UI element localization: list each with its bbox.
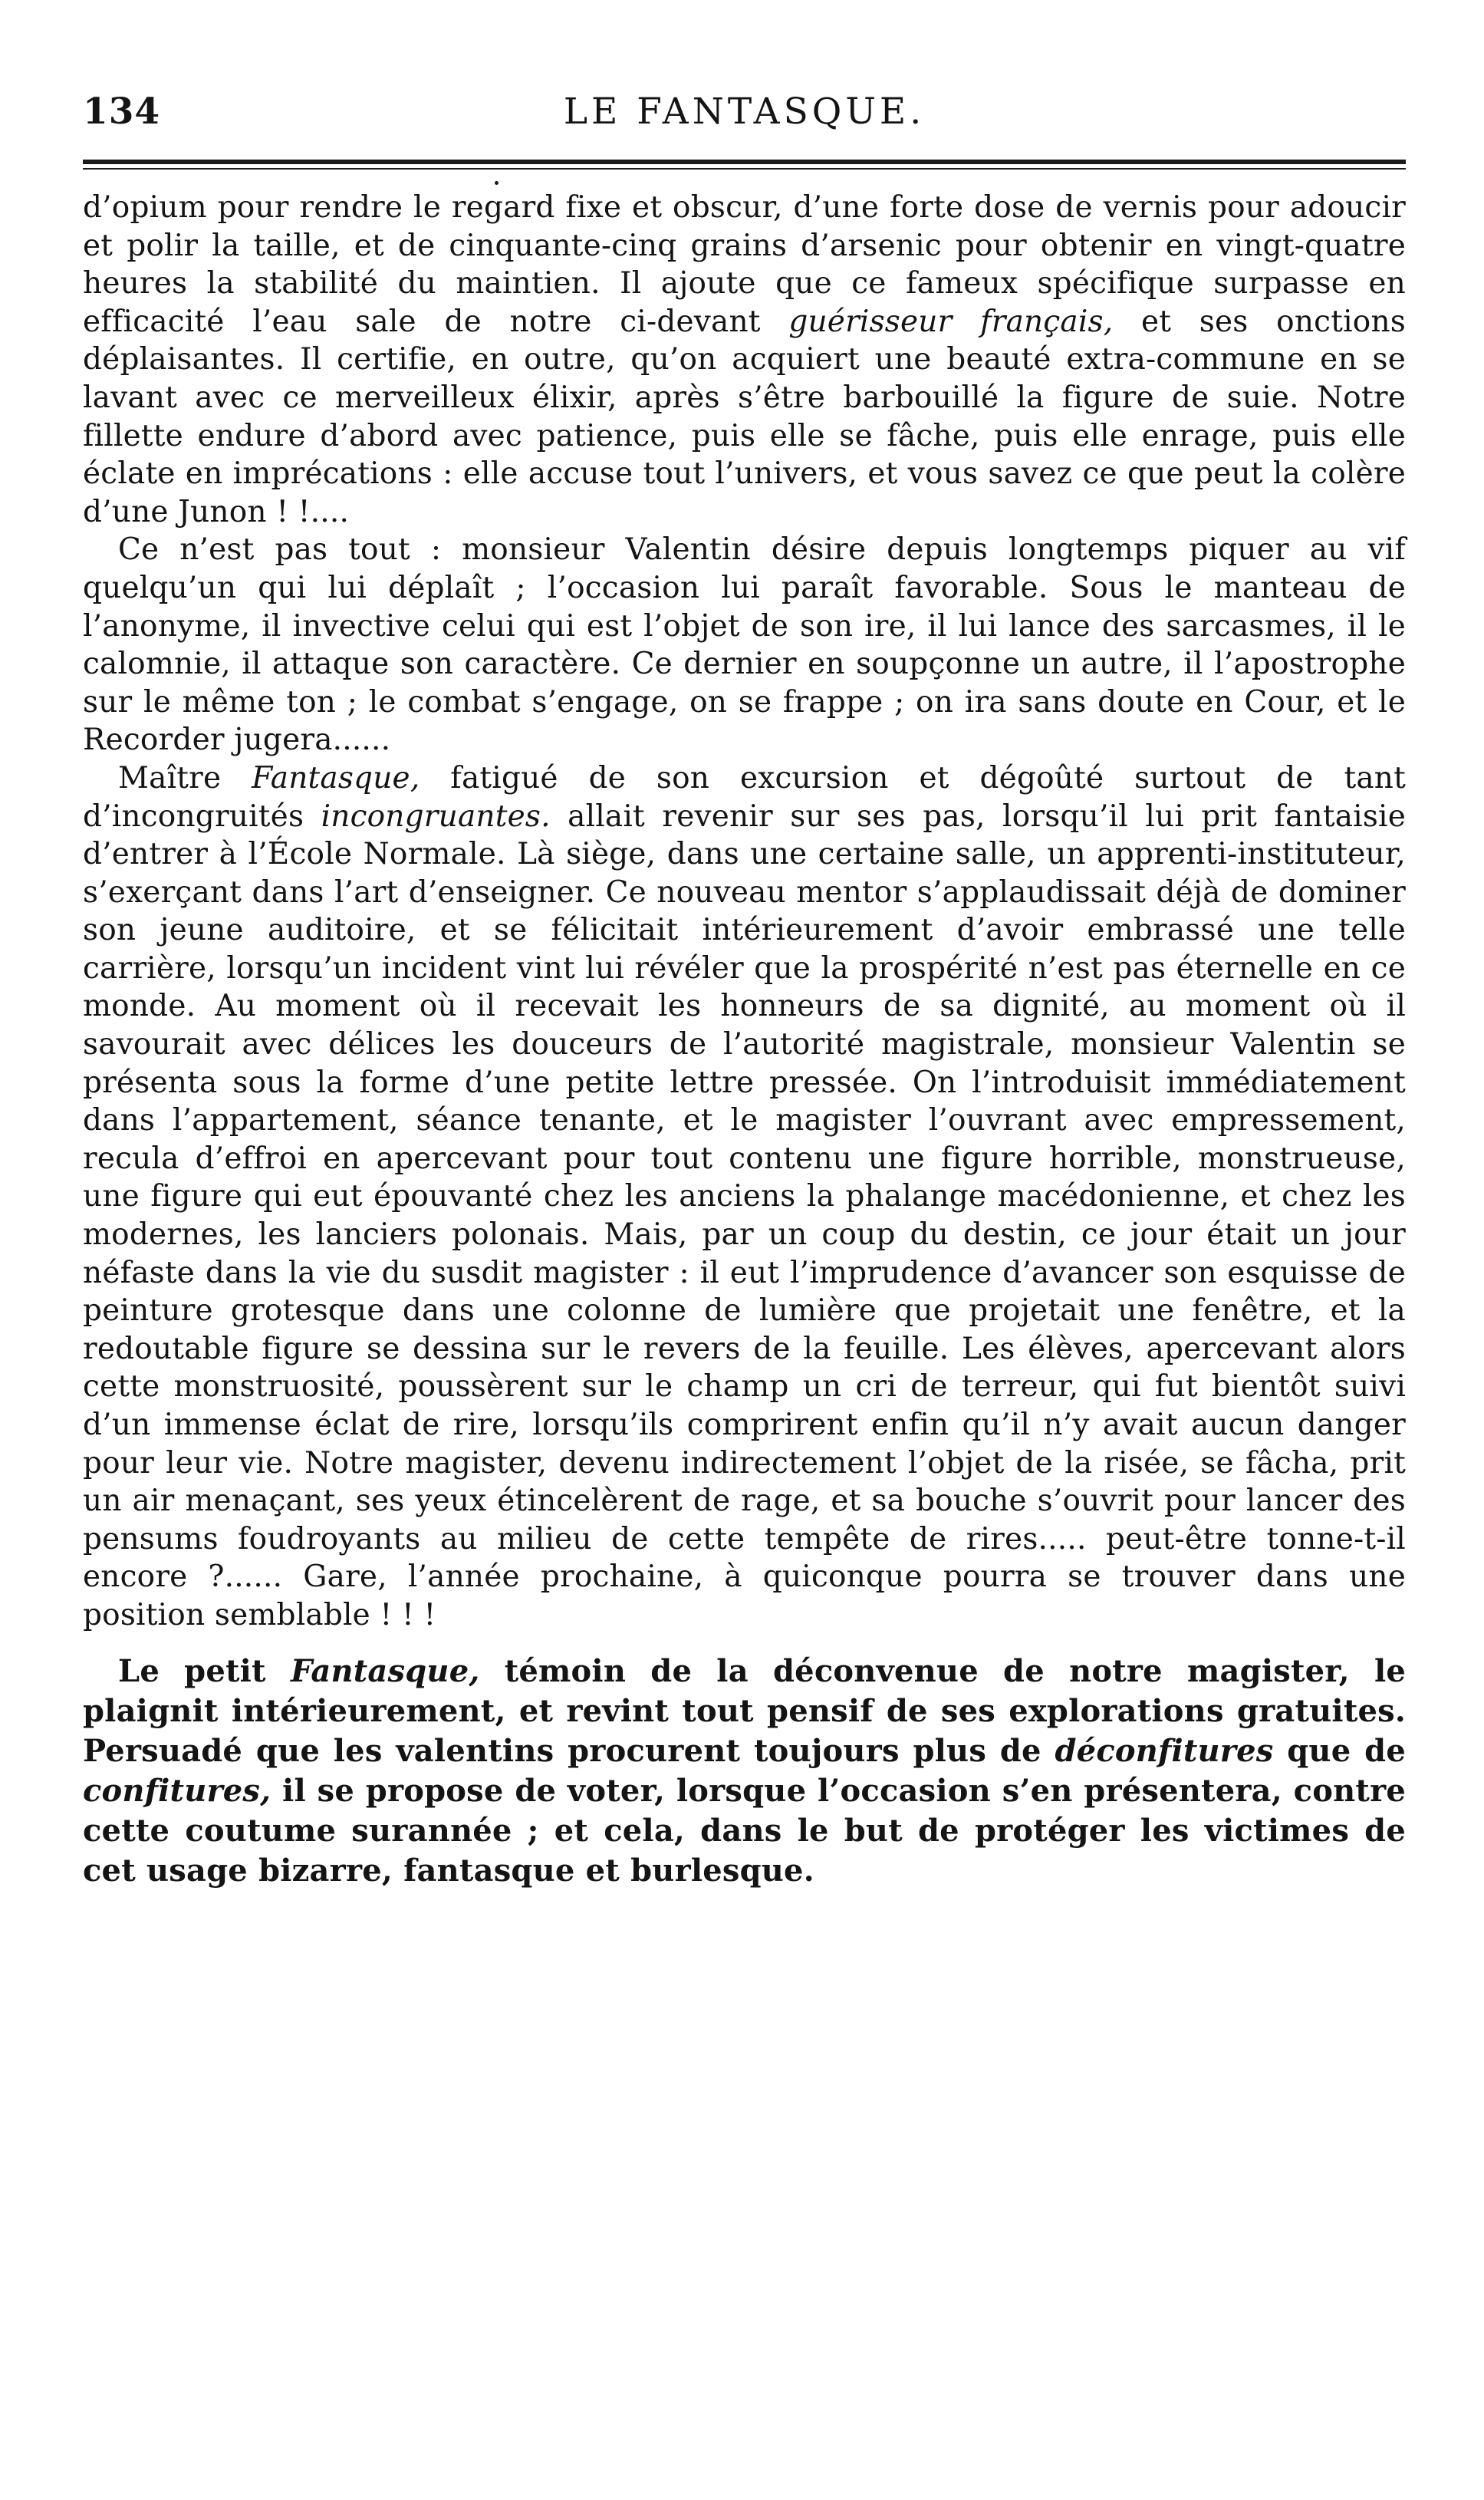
- text-run: Ce n’est pas tout : monsieur Valentin désire depuis longtemps piquer au vif quelqu’un qui lui déplaît ; l’occasion lui paraît favorable. Sous le manteau de l’anonyme, il invective celui qui est l’objet de son ire, il lui lance des sarcasmes, il le calomnie, il attaque son caractère. Ce dernier en soupçonne un autre, il l’apostrophe sur le même ton ; le combat s’engage, on se frappe ; on ira sans doute en Cour, et le Recorder jugera......: [83, 532, 1406, 758]
- header-rule-thick: [83, 160, 1406, 164]
- paragraph-opium-remedy: [83, 189, 1406, 531]
- page-number: 134: [83, 91, 161, 133]
- text-run: et ses onctions déplaisantes. Il certifie, en outre, qu’on acquiert une beauté extra-commune en se lavant avec ce merveilleux élixir, après s’être barbouillé la figure de suie. Notre fillette endure d’abord avec patience, puis elle se fâche, puis elle enrage, puis elle éclate en imprécations : elle accuse tout l’univers, et vous savez ce que peut la colère d’une Junon ! !....: [83, 304, 1406, 529]
- text-run: que de: [1273, 1732, 1406, 1769]
- text-run: Maître: [118, 760, 252, 795]
- italic-run: déconfitures: [1055, 1732, 1274, 1769]
- header-rule-thin: [83, 168, 1406, 170]
- article-body: [83, 189, 1406, 1891]
- rule-dot-mark: [495, 181, 499, 185]
- journal-title: LE FANTASQUE.: [563, 91, 926, 133]
- italic-run: confitures,: [83, 1772, 271, 1809]
- paragraph-conclusion: [83, 1652, 1406, 1891]
- italic-run: guérisseur français,: [788, 304, 1114, 339]
- text-run: témoin de la déconvenue de notre magister, le plaignit intérieurement, et revint tout pensif de ses explorations gratuites. Persuadé que les valentins procurent toujours plus de: [83, 1652, 1406, 1769]
- italic-run: Fantasque,: [252, 760, 420, 795]
- italic-run: incongruantes.: [321, 799, 551, 834]
- text-run: Le petit: [118, 1652, 291, 1689]
- running-head: [83, 91, 1406, 144]
- text-run: d’opium pour rendre le regard fixe et obscur, d’une forte dose de vernis pour adoucir et polir la taille, et de cinquante-cinq grains d’arsenic pour obtenir en vingt-quatre heures la stabilité du maintien. Il ajoute que ce fameux spécifique surpasse en efficacité l’eau sale de notre ci-devant: [83, 190, 1406, 339]
- paragraph-ecole-normale: [83, 759, 1406, 1635]
- paragraph-valentin-quarrel: [83, 531, 1406, 759]
- text-run: fatigué de son excursion et dégoûté surtout de tant d’incongruités: [83, 760, 1406, 834]
- italic-run: Fantasque,: [290, 1652, 480, 1689]
- text-run: il se propose de voter, lorsque l’occasion s’en présentera, contre cette coutume surannée ; et cela, dans le but de protéger les victimes de cet usage bizarre, fantasque et burlesque.: [83, 1772, 1406, 1889]
- text-run: allait revenir sur ses pas, lorsqu’il lui prit fantaisie d’entrer à l’École Normale. Là siège, dans une certaine salle, un apprenti-instituteur, s’exerçant dans l’art d’enseigner. Ce nouveau mentor s’applaudissait déjà de dominer son jeune auditoire, et se félicitait intérieurement d’avoir embrassé une telle carrière, lorsqu’un incident vint lui révéler que la prospérité n’est pas éternelle en ce monde. Au moment où il recevait les honneurs de sa dignité, au moment où il savourait avec délices les douceurs de l’autorité magistrale, monsieur Valentin se présenta sous la forme d’une petite lettre pressée. On l’introduisit immédiatement dans l’appartement, séance tenante, et le magister l’ouvrant avec empressement, recula d’effroi en apercevant pour tout contenu une figure horrible, monstrueuse, une figure qui eut épouvanté chez les anciens la phalange macédonienne, et chez les modernes, les lanciers polonais. Mais, par un coup du destin, ce jour était un jour néfaste dans la vie du susdit magister : il eut l’imprudence d’avancer son esquisse de peinture grotesque dans une colonne de lumière que projetait une fenêtre, et la redoutable figure se dessina sur le revers de la feuille. Les élèves, apercevant alors cette monstruosité, poussèrent sur le champ un cri de terreur, qui fut bientôt suivi d’un immense éclat de rire, lorsqu’ils comprirent enfin qu’il n’y avait aucun danger pour leur vie. Notre magister, devenu indirectement l’objet de la risée, se fâcha, prit un air menaçant, ses yeux étincelèrent de rage, et sa bouche s’ouvrit pour lancer des pensums foudroyants au milieu de cette tempête de rires..... peut-être tonne-t-il encore ?...... Gare, l’année prochaine, à quiconque pourra se trouver dans une position semblable ! ! !: [83, 799, 1406, 1632]
